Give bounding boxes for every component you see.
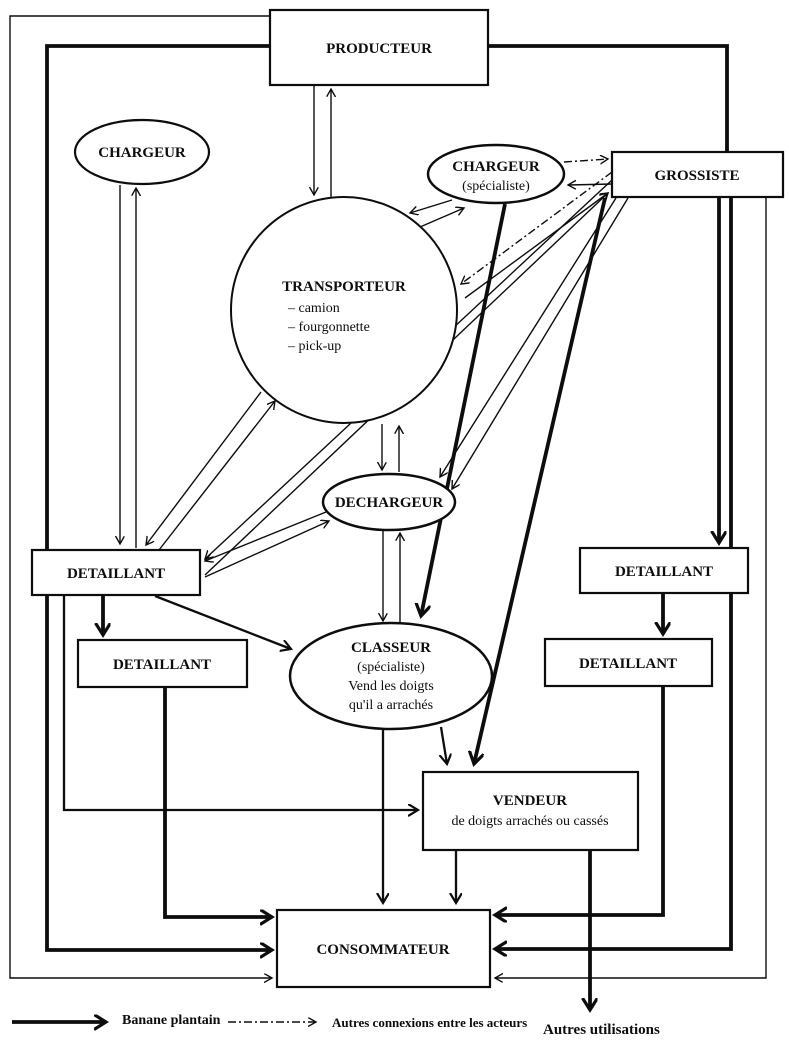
node-detaillant-droit-2-label: DETAILLANT (578, 656, 678, 672)
node-classeur-label: CLASSEUR (350, 640, 432, 656)
edge-dechargeur-detaillant-gauche (205, 512, 326, 561)
edge-chargeur-spec-grossiste (564, 159, 608, 162)
node-transporteur-label: – pick-up (288, 339, 342, 354)
node-classeur (290, 623, 492, 729)
node-chargeur-specialiste-label: CHARGEUR (452, 159, 540, 175)
node-producteur-label: PRODUCTEUR (326, 41, 432, 57)
nodes (32, 10, 783, 987)
node-chargeur-label: CHARGEUR (98, 145, 186, 161)
edge-grossiste-chargeur-spec (568, 184, 612, 185)
node-chargeur-specialiste-label: (spécialiste) (462, 179, 530, 194)
node-detaillant-droit-2 (545, 639, 712, 686)
edge-producteur-grossiste (488, 46, 727, 151)
edge-transporteur-chargeur-spec (420, 208, 464, 227)
node-detaillant-gauche-2-label: DETAILLANT (112, 657, 212, 673)
node-dechargeur (323, 474, 455, 530)
node-dechargeur-label: DECHARGEUR (334, 495, 444, 511)
edge-grossiste-dechargeur-1 (440, 198, 616, 477)
node-consommateur-label: CONSOMMATEUR (316, 942, 450, 958)
node-transporteur (231, 197, 457, 423)
edge-chargeur-spec-transporteur (410, 200, 452, 213)
edge-detaillant-gauche-transporteur (159, 401, 275, 550)
legend-banane-plantain-label: Banane plantain (122, 1013, 221, 1028)
node-transporteur-label: – camion (288, 301, 340, 316)
node-detaillant-droit-1 (580, 548, 748, 593)
node-detaillant-gauche-1-label: DETAILLANT (66, 566, 166, 582)
edge-classeur-vendeur (441, 727, 447, 764)
edge-detaillant-gauche-dechargeur (205, 521, 329, 577)
node-classeur-label: Vend les doigts (348, 679, 434, 694)
legend-autres-connexions-label: Autres connexions entre les acteurs (332, 1015, 528, 1030)
node-detaillant-gauche-1 (32, 550, 200, 595)
node-classeur-label: (spécialiste) (357, 660, 425, 675)
node-grossiste-label: GROSSISTE (654, 168, 740, 184)
node-transporteur-label: TRANSPORTEUR (282, 279, 406, 295)
legend-autres-utilisations-label: Autres utilisations (543, 1022, 660, 1038)
node-producteur (270, 10, 488, 85)
node-detaillant-droit-1-label: DETAILLANT (614, 564, 714, 580)
node-chargeur-specialiste (428, 145, 564, 203)
node-classeur-label: qu'il a arrachés (348, 698, 434, 713)
node-chargeur (75, 120, 209, 184)
edge-detaillant-gauche-2-consommateur (165, 688, 272, 917)
node-transporteur-label: – fourgonnette (288, 320, 370, 335)
node-consommateur (277, 910, 490, 987)
node-grossiste (612, 152, 783, 197)
node-detaillant-gauche-2 (78, 640, 247, 687)
node-vendeur-label: de doigts arrachés ou cassés (451, 814, 609, 829)
node-vendeur-label: VENDEUR (492, 793, 568, 809)
node-vendeur (423, 772, 638, 850)
